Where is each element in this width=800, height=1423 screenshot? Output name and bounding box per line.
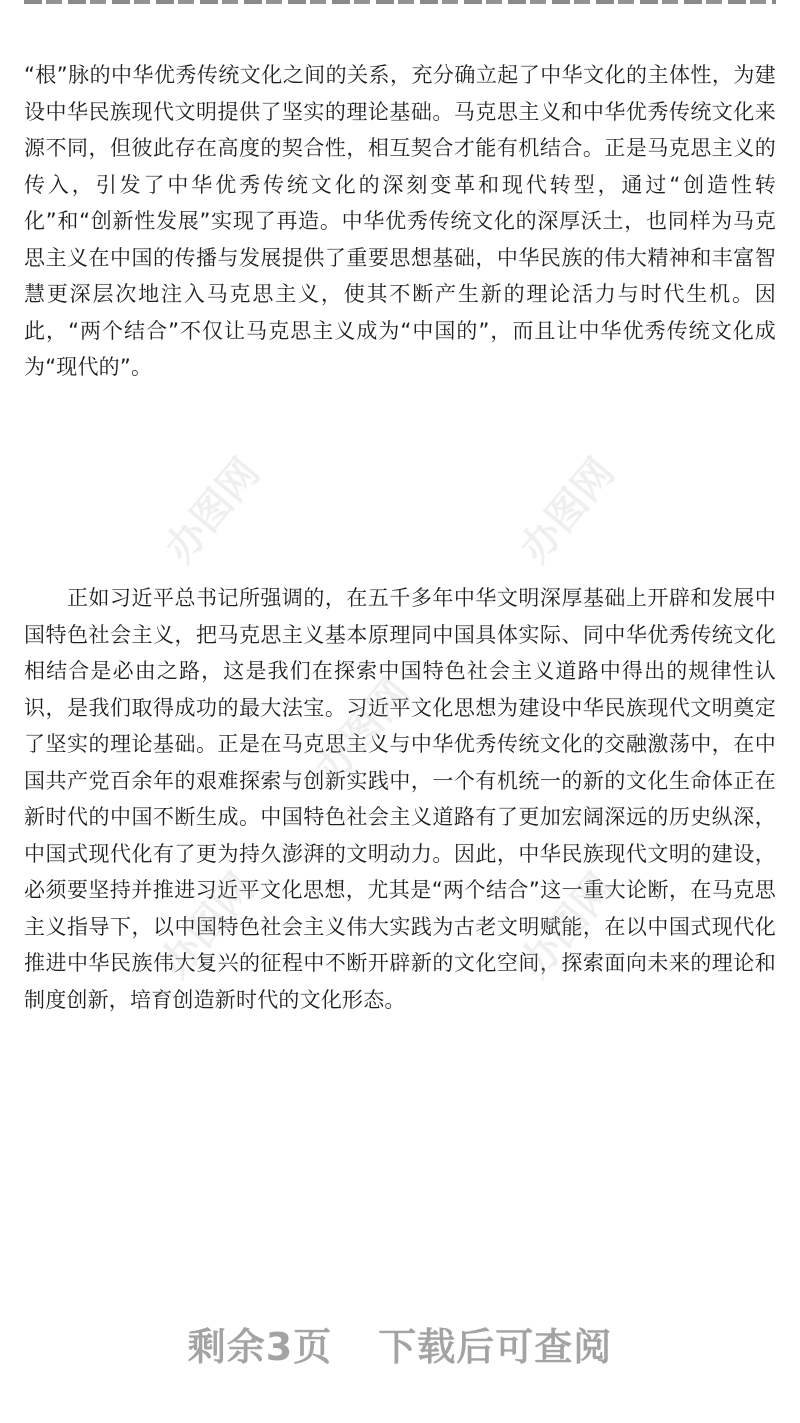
truncated-previous-line: [0, 0, 800, 8]
download-prompt-label: 下载后可查阅: [378, 1325, 613, 1369]
remaining-pages-label: 剩余3页: [187, 1325, 333, 1369]
download-to-read-more-banner[interactable]: [0, 1316, 800, 1371]
watermark-logo: 办图网: [151, 865, 264, 987]
body-paragraph-1: “根”脉的中华优秀传统文化之间的关系，充分确立起了中华文化的主体性，为建设中华民族现代文明提供了坚实的理论基础。马克思主义和中华优秀传统文化来源不同，但彼此存在高度的契合性，相互契合才能有机结合。正是马克思主义的传入，引发了中华优秀传统文化的深刻变革和现代转型，通过“创造性转化”和“创新性发展”实现了再造。中华优秀传统文化的深厚沃土，也同样为马克思主义在中国的传播与发展提供了重要思想基础，中华民族的伟大精神和丰富智慧更深层次地注入马克思主义，使其不断产生新的理论活力与时代生机。因此，“两个结合”不仅让马克思主义成为“中国的”，而且让中华优秀传统文化成为“现代的”。: [24, 63, 776, 379]
watermark-logo: 办图网: [306, 670, 419, 792]
body-paragraph-2: 正如习近平总书记所强调的，在五千多年中华文明深厚基础上开辟和发展中国特色社会主义，把马克思主义基本原理同中国具体实际、同中华优秀传统文化相结合是必由之路，这是我们在探索中国特色社会主义道路中得出的规律性认识，是我们取得成功的最大法宝。习近平文化思想为建设中华民族现代文明奠定了坚实的理论基础。正是在马克思主义与中华优秀传统文化的交融激荡中，在中国共产党百余年的艰难探索与创新实践中，一个有机统一的新的文化生命体正在新时代的中国不断生成。中国特色社会主义道路有了更加宏阔深远的历史纵深，中国式现代化有了更为持久澎湃的文明动力。因此，中华民族现代文明的建设，必须要坚持并推进习近平文化思想，尤其是“两个结合”这一重大论断，在马克思主义指导下，以中国特色社会主义伟大实践为古老文明赋能，在以中国式现代化推进中华民族伟大复兴的征程中不断开辟新的文化空间，探索面向未来的理论和制度创新，培育创造新时代的文化形态。: [24, 586, 776, 1012]
watermark-logo: 办图网: [511, 865, 624, 987]
watermark-logo: 办图网: [156, 450, 269, 572]
truncated-text-strip: [24, 0, 776, 4]
watermark-logo: 办图网: [511, 450, 624, 572]
